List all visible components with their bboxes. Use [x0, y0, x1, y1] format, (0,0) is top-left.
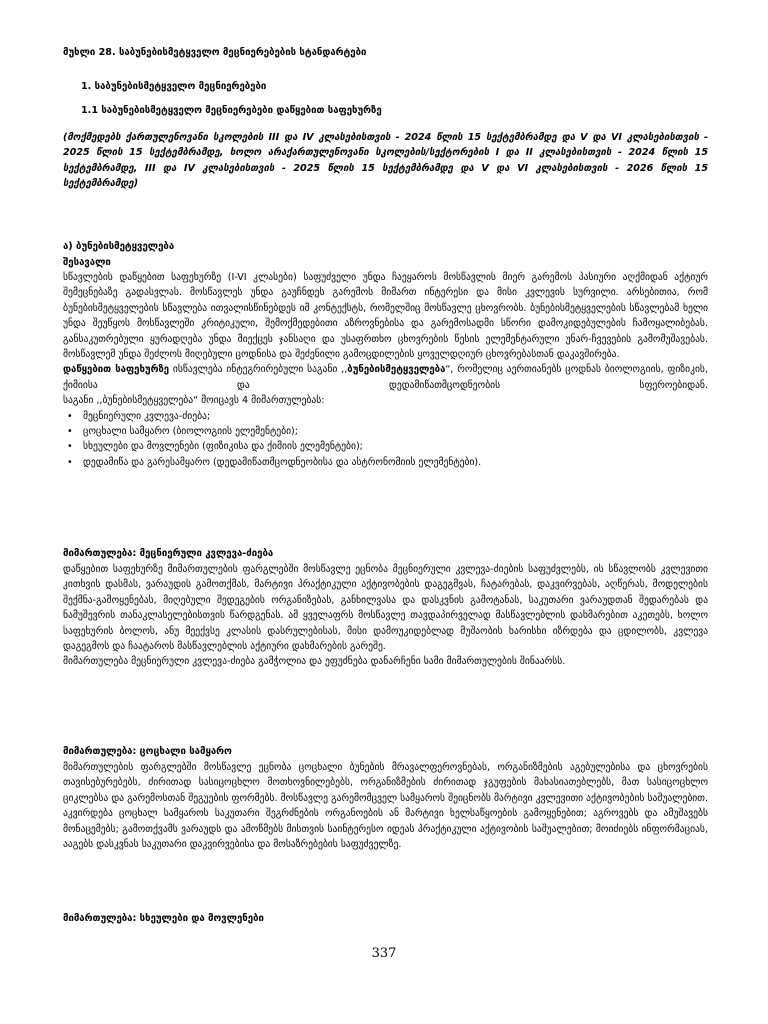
- page-number: 337: [371, 946, 397, 961]
- section-1-heading: 1. საბუნებისმეტყველო მეცნიერებები: [81, 81, 267, 92]
- module-title: მუხლი 28. საბუნებისმეტყველო მეცნიერებების სტანდარტები: [63, 47, 367, 58]
- list-item: • ცოცხალი სამყარო (ბიოლოგიის ელემენტები);: [63, 424, 708, 439]
- list-item: • სხეულები და მოვლენები (ფიზიკისა და ქიმიის ელემენტები);: [63, 439, 708, 454]
- subject-paragraph: [63, 362, 708, 393]
- direction-living-block: [63, 760, 708, 852]
- subject-lead-bold: დაწყებით საფეხურზე: [63, 364, 170, 376]
- subject-name-bold: ბუნებისმეტყველება: [347, 364, 446, 376]
- directions-list: [63, 409, 708, 471]
- direction-living-paragraph: მიმართულების ფარგლებში მოსწავლე ეცნობა ცოცხალი ბუნების მრავალფეროვნებას, ორგანიზმების აგებულებისა და ცხოვრების თავისებურებებს, ძირითად სასიცოცხლო მოთხოვნილებებს, ორგანიზმების ძირითად ჯგუფების მახასიათებლებს, მათ სასიცოცხლო ციკლებსა და გარემოსთან შეგუების ფორმებს. მოსწავლე გარემომცველ სამყაროს შეიცნობს მარტივი კვლევითი აქტივობების საშუალებით. აკვირდება ცოცხალ სამყაროს საკუთარი შეგრძნების ორგანოების ან მარტივი ხელსაწყოების გამოყენებით; აგროვებს და ამუშავებს მონაცემებს; გამოთქვამს ვარაუდს და ამოწმებს მისთვის საინტერესო იდეას პრაქტიკული აქტივობის საშუალებით; მოიძიებს ინფორმაციას, ააგებს დასკვნას საკუთარი დაკვირვებისა და მოსაზრებების საფუძველზე.: [63, 762, 708, 851]
- direction-research-paragraph-2: მიმართულება მეცნიერული კვლევა-ძიება გამჭოლია და ეფუძნება დანარჩენი სამი მიმართულების შინაარსს.: [63, 656, 566, 668]
- effective-period-note: (მოქმედებს ქართულენოვანი სკოლების III და IV კლასებისთვის - 2024 წლის 15 სექტემბრამდე და V და VI კლასებისთვის - 2025 წლის 15 სექტემბრამდე, ხოლო არაქართულენოვანი სკოლების/სექტორების I და II კლასებისთვის - 2024 წლის 15 სექტემბრამდე, III და IV კლასებისთვის - 2025 წლის 15 სექტემბრამდე და V და VI კლასებისთვის - 2026 წლის 15 სექტემბრამდე): [63, 132, 708, 190]
- direction-research-paragraph: დაწყებით საფეხურზე მიმართულების ფარგლებში მოსწავლე ეცნობა მეცნიერული კვლევა-ძიების საფუძვლებს, ის სწავლობს კვლევითი კითხვის დასმას, ვარაუდის გამოთქმას, მარტივი პრაქტიკული აქტივობების დაგეგმვას, ჩატარებას, დაკვირვებას, აღწერას, მოდელების შექმნა-გამოყენებას, მიღებული შედეგების ორგანიზებას, განხილვასა და დასკვნის გამოტანას, საკუთარი ვარაუდთან შედარებას და ნამუშევრის თანაკლასელებისთვის წარდგენას. ამ ყველაფრს მოსწავლე თავდაპირველად მასწავლებლის დახმარებით აკეთებს, ხოლო საფეხურის ბოლოს, ანუ მეექვსე კლასის დასრულებისას, მისი დამოუკიდებლად მუშაობის ხარისხი იზრდება და ცდილობს, კვლევა დაგეგმოს და ჩაატაროს მასწავლებლის აქტიური დახმარების გარეშე.: [63, 564, 708, 653]
- subject-lead-tail: “, რომელიც აერთიანებს ცოდნას ბიოლოგიის, ფიზიკის, ქიმიისა და დედამიწათმცოდნეობის სფეროებიდან.: [63, 364, 708, 391]
- list-item: • დედამიწა და გარესამყარო (დედამიწათმცოდნეობისა და ასტრონომიის ელემენტები).: [63, 455, 708, 470]
- direction-research-title: მიმართულება: მეცნიერული კვლევა-ძიება: [63, 548, 274, 559]
- direction-research-block: [63, 562, 708, 670]
- direction-bodies-title: მიმართულება: სხეულები და მოვლენები: [63, 913, 264, 924]
- section-a-title: ა) ბუნებისმეტყველება: [63, 241, 175, 252]
- list-item: • მეცნიერული კვლევა-ძიება;: [63, 409, 708, 424]
- intro-heading: შესავალი: [63, 257, 111, 268]
- intro-block: [63, 270, 708, 470]
- intro-paragraph: სწავლების დაწყებით საფეხურზე (I-VI კლასები) საფუძველი უნდა ჩაეყაროს მოსწავლის მიერ გარემოს პასიური აღქმიდან აქტიურ შემეცნებაზე გადასვლას. მოსწავლეს უნდა გაუჩნდეს გარემოს მიმართ ინტერესი და მისი კვლევის სურვილი. არსებითია, რომ ბუნებისმეტყველების სწავლება ითვალისწინებდეს იმ კონტექსტს, რომელშიც მოსწავლე ცხოვრობს. ბუნებისმეტყველების სწავლებამ ხელი უნდა შეუწყოს მოსწავლეში კრიტიკული, შემოქმედებითი აზროვნებისა და გარემოსადმი სწორი დამოკიდებულების ჩამოყალიბებას. განსაკუთრებული ყურადღება უნდა მიექცეს ჯანსაღი და უსაფრთხო ცხოვრების წესის ელემენტარული უნარ-ჩვევების გამომუშავებას. მოსწავლემ უნდა შეძლოს მიღებული ცოდნისა და შეძენილი გამოცდილების ყოველდღიურ ცხოვრებასთან დაკავშირება.: [63, 272, 708, 361]
- subject-lead-mid: ისწავლება ინტეგრირებული საგანი ,,: [169, 364, 348, 376]
- direction-living-title: მიმართულება: ცოცხალი სამყარო: [63, 746, 232, 757]
- subject-directions-line: საგანი ,,ბუნებისმეტყველება“ მოიცავს 4 მიმართულებას:: [63, 395, 325, 407]
- section-1-1-heading: 1.1 საბუნებისმეტყველო მეცნიერებები დაწყებით საფეხურზე: [81, 105, 382, 116]
